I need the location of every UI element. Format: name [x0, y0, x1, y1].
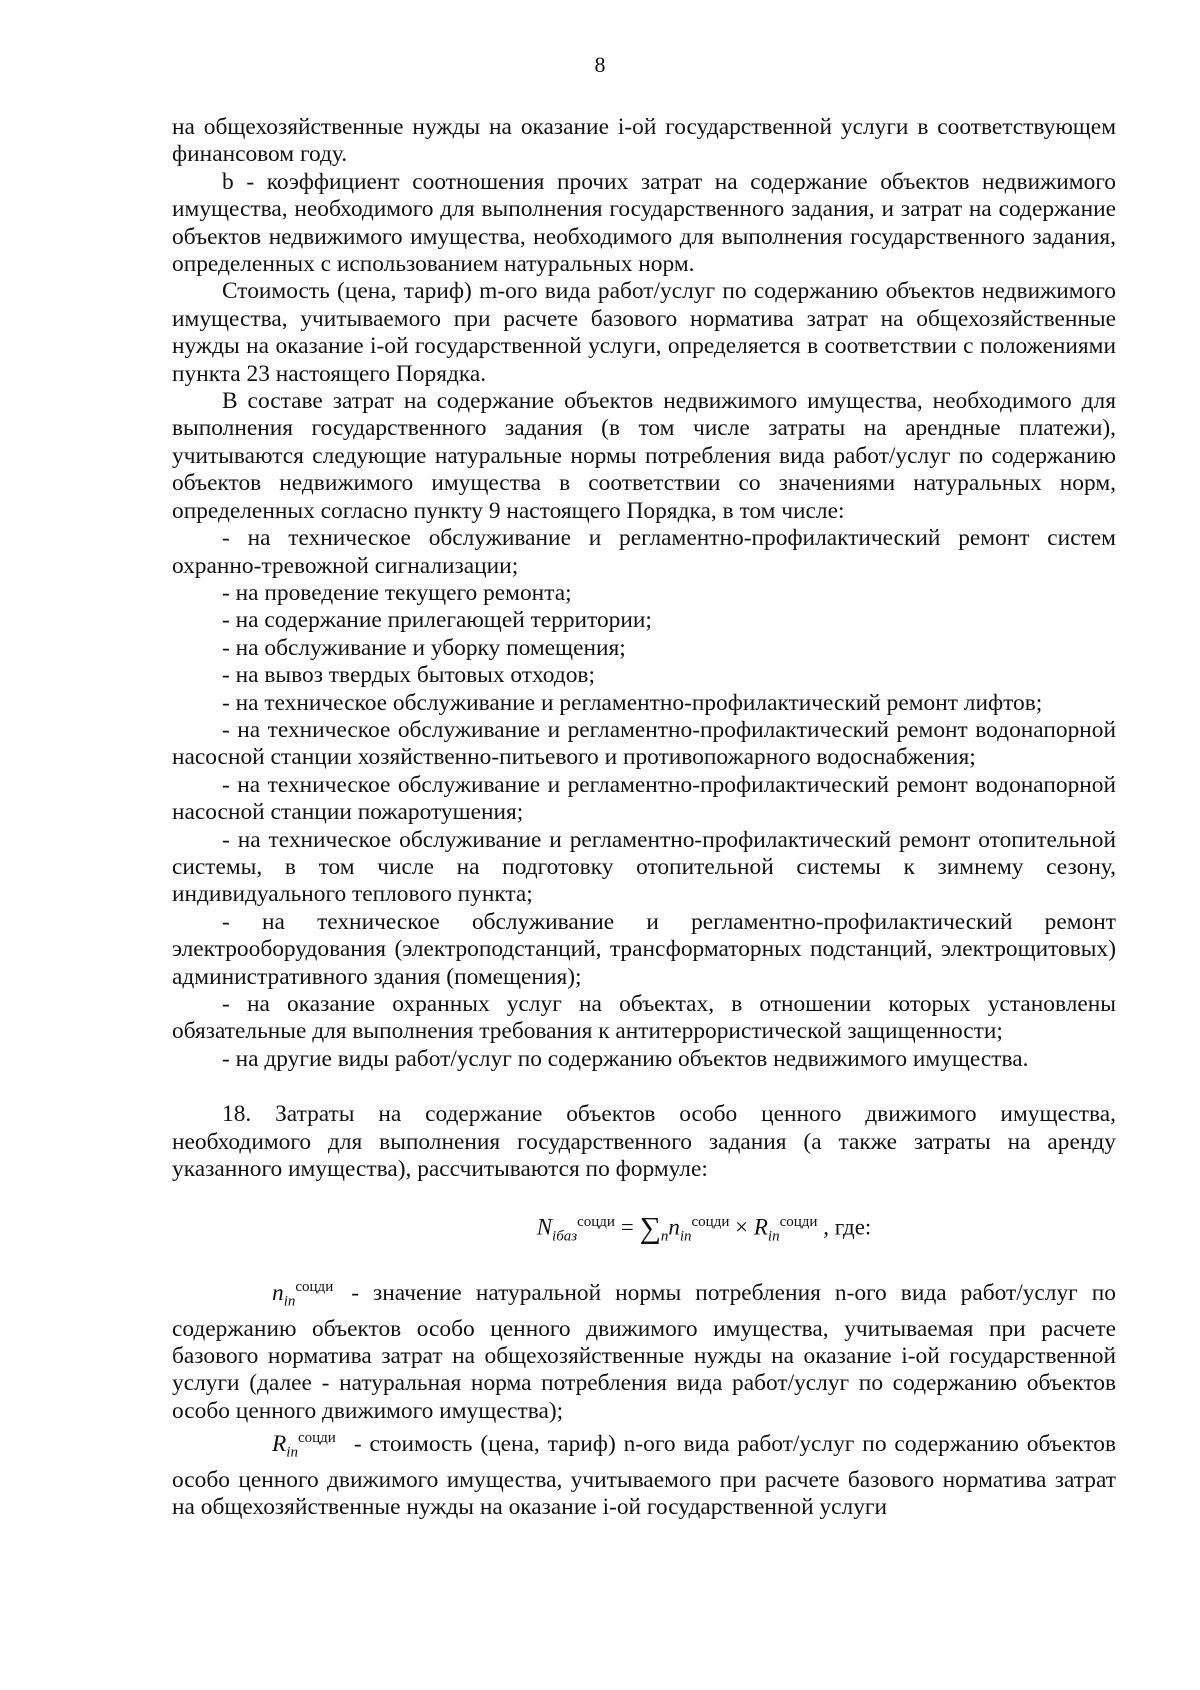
formula-lhs-symbol: N: [536, 1215, 553, 1241]
list-item: - на другие виды работ/услуг по содержанию объектов недвижимого имущества.: [222, 1045, 1029, 1072]
definition-n-text: - значение натуральной нормы потребления n-ого вида работ/услуг по содержанию объектов особо ценного движимого имущества, учитываемая при расчете базового норматива затрат на общехозяйственные нужды на оказание i-ой государственной услуги (далее - натуральная норма потребления вида работ/услуг по содержанию объектов особо ценного движимого имущества);: [172, 1279, 1116, 1424]
paragraph: В составе затрат на содержание объектов недвижимого имущества, необходимого для выполнения государственного задания (в том числе затраты на арендные платежи), учитываются следующие натуральные нормы потребления вида работ/услуг по содержанию объектов недвижимого имущества в соответствии со значениями натуральных норм, определенных согласно пункту 9 настоящего Порядка, в том числе:: [172, 388, 1116, 524]
list-item: - на техническое обслуживание и регламентно-профилактический ремонт лифтов;: [222, 689, 1043, 716]
list-item: - на обслуживание и уборку помещения;: [222, 634, 626, 661]
symbol-sup: соцди: [295, 1278, 334, 1295]
symbol-sup: соцди: [297, 1430, 336, 1447]
formula-times: ×: [735, 1215, 749, 1241]
formula-equals: =: [620, 1215, 634, 1241]
definition-n-symbol: [222, 1274, 333, 1316]
formula-r-symbol: R: [753, 1215, 768, 1241]
symbol-sub: in: [283, 1293, 296, 1310]
list-item: - на техническое обслуживание и регламентно-профилактический ремонт водонапорной насосной станции хозяйственно-питьевого и противопожарного водоснабжения;: [172, 716, 1116, 771]
paragraph: b - коэффициент соотношения прочих затрат на содержание объектов недвижимого имущества, необходимого для выполнения государственного задания, и затрат на содержание объектов недвижимого имущества, необходимого для выполнения государственного задания, определенных с использованием натуральных норм.: [172, 168, 1116, 278]
formula-sum-sub: n: [660, 1228, 669, 1245]
formula-lhs-sup: соцди: [577, 1214, 615, 1231]
formula: [172, 1207, 1116, 1251]
formula-n-symbol: n: [668, 1215, 680, 1241]
definition-r-symbol: [222, 1425, 336, 1467]
list-item: - на техническое обслуживание и регламентно-профилактический ремонт водонапорной насосной станции пожаротушения;: [172, 771, 1116, 826]
formula-sum-symbol: ∑: [639, 1212, 661, 1246]
list-item: - на оказание охранных услуг на объектах, в отношении которых установлены обязательные для выполнения требования к антитеррористической защищенности;: [172, 991, 1116, 1045]
list-item: - на техническое обслуживание и регламентно-профилактический ремонт систем охранно-тревожной сигнализации;: [172, 525, 1116, 579]
formula-suffix: , где:: [823, 1215, 872, 1241]
symbol-letter: n: [272, 1279, 284, 1306]
formula-lhs-sub: iбаз: [552, 1228, 578, 1245]
formula-n-sup: соцди: [691, 1214, 730, 1231]
page-number: 8: [594, 52, 606, 77]
section-18-paragraph: 18. Затраты на содержание объектов особо ценного движимого имущества, необходимого для выполнения государственного задания (а также затраты на аренду указанного имущества), рассчитываются по формуле:: [172, 1101, 1116, 1183]
definition-n: [172, 1274, 1116, 1426]
paragraph: на общехозяйственные нужды на оказание i-ой государственной услуги в соответствующем финансовом году.: [172, 114, 1116, 168]
list-item: - на содержание прилегающей территории;: [222, 607, 652, 634]
symbol-sub: in: [286, 1444, 298, 1461]
list-item: - на техническое обслуживание и регламентно-профилактический ремонт электрооборудования (электроподстанций, трансформаторных подстанций, электрощитовых) административного здания (помещения);: [172, 908, 1116, 990]
formula-n-sub: in: [679, 1228, 692, 1245]
document-body: [172, 114, 1116, 1522]
list-item: - на вывоз твердых бытовых отходов;: [222, 662, 595, 689]
list-item: - на техническое обслуживание и регламентно-профилактический ремонт отопительной системы, в том числе на подготовку отопительной системы к зимнему сезону, индивидуального теплового пункта;: [172, 826, 1116, 908]
formula-r-sup: соцди: [779, 1214, 818, 1231]
definition-r-text: - стоимость (цена, тариф) n-ого вида работ/услуг по содержанию объектов особо ценного движимого имущества, учитываемого при расчете базового норматива затрат на общехозяйственные нужды на оказание i-ой государственной услуги: [172, 1430, 1116, 1521]
paragraph: Стоимость (цена, тариф) m-ого вида работ/услуг по содержанию объектов недвижимого имущества, учитываемого при расчете базового норматива затрат на общехозяйственные нужды на оказание i-ой государственной услуги, определяется в соответствии с положениями пункта 23 настоящего Порядка.: [172, 278, 1116, 387]
formula-r-sub: in: [767, 1228, 780, 1245]
paragraph-spacer: [172, 1073, 1116, 1101]
list-item: - на проведение текущего ремонта;: [222, 579, 572, 606]
symbol-letter: R: [272, 1430, 287, 1457]
definition-r: [172, 1425, 1116, 1522]
